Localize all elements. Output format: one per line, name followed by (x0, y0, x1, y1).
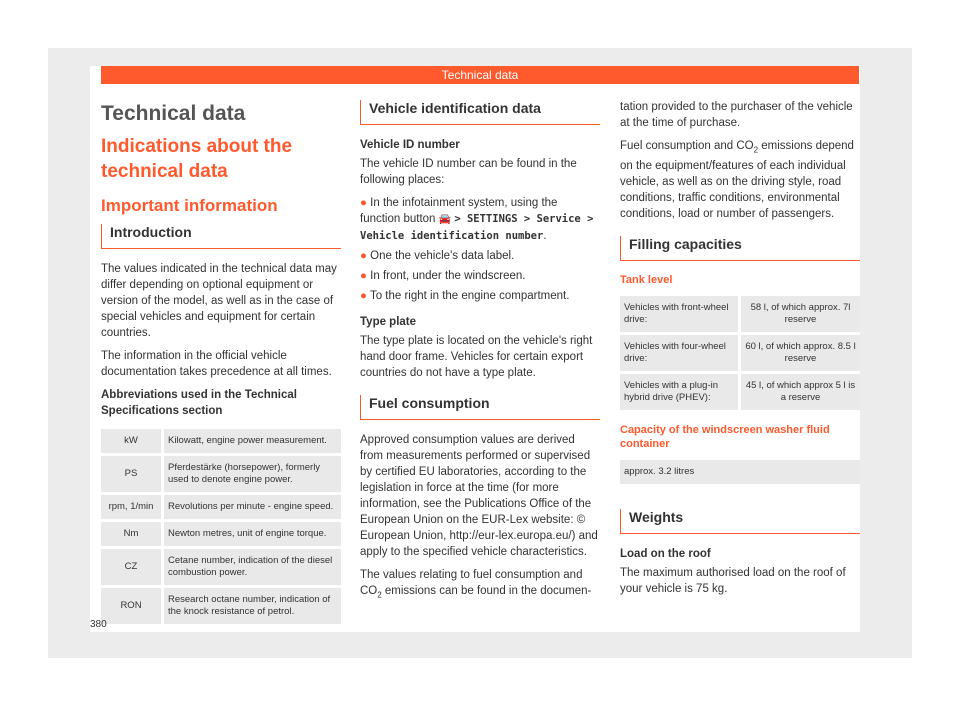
desc-cell: Cetane number, indication of the diesel combustion power. (164, 549, 341, 585)
tank-value: 45 l, of which approx 5 l is a reserve (741, 374, 860, 410)
abbreviations-table (101, 426, 341, 627)
type-plate-heading: Type plate (360, 316, 417, 328)
desc-cell: Revolutions per minute - engine speed. (164, 495, 341, 519)
abbr-cell: PS (101, 456, 164, 492)
continued-paragraph: tation provided to the purchaser of the vehicle at the time of purchase. (620, 101, 853, 129)
fuel-values-paragraph (360, 567, 600, 603)
list-item (360, 268, 600, 284)
subtitle-important-information: Important information (101, 196, 278, 215)
section-vehicle-identification: Vehicle identification data (360, 100, 600, 125)
table-row (620, 374, 860, 410)
desc-cell: Pferdestärke (horsepower), formerly used to denote engine power. (164, 456, 341, 492)
tank-value: 60 l, of which approx. 8.5 l reserve (741, 335, 860, 371)
menu-path: > SETTINGS > Service > Vehicle identification number (360, 213, 594, 242)
type-plate-text: The type plate is located on the vehicle's right hand door frame. Vehicles for certain export countries do not have a type plate. (360, 335, 593, 379)
abbr-cell: Nm (101, 522, 164, 546)
co2-paragraph (620, 138, 860, 222)
abbr-cell: kW (101, 429, 164, 453)
bullet-icon: ● (360, 270, 367, 282)
bullet-text: In front, under the windscreen. (370, 270, 526, 282)
tank-table (620, 293, 860, 413)
section-introduction: Introduction (101, 224, 341, 249)
washer-value: approx. 3.2 litres (620, 460, 860, 484)
abbr-cell: CZ (101, 549, 164, 585)
car-icon: 🚘 (438, 214, 452, 225)
abbr-cell: rpm, 1/min (101, 495, 164, 519)
table-row (620, 460, 860, 484)
table-row (101, 456, 341, 492)
bullet-text: To the right in the engine compartment. (369, 290, 570, 302)
fuel-text-b: emissions can be found in the documen- (381, 585, 592, 597)
page-number: 380 (90, 619, 107, 630)
fuel-paragraph: Approved consumption values are derived from measurements performed or supervised by certified EU laboratories, according to the legislation in force at the time (for more information, see the Publications Office of the European Union on the EUR-Lex website: © European Union, http://eur-lex.europa.eu/) and apply to the specified vehicle characteristics. (360, 434, 598, 558)
washer-heading: Capacity of the windscreen washer fluid container (620, 424, 830, 451)
abbr-cell: RON (101, 588, 164, 624)
list-item (360, 248, 600, 264)
co2-subscript: 2 (377, 590, 382, 600)
table-row (101, 429, 341, 453)
bullet-icon: ● (360, 250, 367, 262)
bullet-text: One the vehicle's data label. (370, 250, 515, 262)
table-row (101, 522, 341, 546)
table-row (620, 335, 860, 371)
tank-value: 58 l, of which approx. 7l reserve (741, 296, 860, 332)
desc-cell: Kilowatt, engine power measurement. (164, 429, 341, 453)
table-row (101, 495, 341, 519)
intro-paragraph: The values indicated in the technical data may differ depending on optional equipment or version of the model, as well as in the case of special vehicles and equipment for certain countries. (101, 263, 337, 339)
section-weights: Weights (620, 509, 860, 534)
desc-cell: Newton metres, unit of engine torque. (164, 522, 341, 546)
section-fuel-consumption: Fuel consumption (360, 395, 600, 420)
bullet-text: In the infotainment system, using the function button (360, 197, 558, 225)
column-1 (101, 96, 341, 627)
table-row (620, 296, 860, 332)
bullet-end: . (543, 230, 547, 242)
list-item (360, 195, 600, 244)
co2-text-a: Fuel consumption and CO (620, 140, 754, 152)
desc-cell: Research octane number, indication of the knock resistance of petrol. (164, 588, 341, 624)
washer-table (620, 457, 860, 487)
tank-label: Vehicles with four-wheel drive: (620, 335, 741, 371)
vin-heading: Vehicle ID number (360, 139, 460, 151)
roof-load-text: The maximum authorised load on the roof of your vehicle is 75 kg. (620, 567, 846, 596)
section-filling-capacities: Filling capacities (620, 236, 860, 261)
co2-text-b: emissions depend on the equipment/features of each individual vehicle, as well as on the driving style, road conditions, traffic conditions, environmental conditions, load or number of passengers. (620, 140, 854, 221)
list-item (360, 288, 600, 304)
fuel-text-a: The values relating to fuel consumption and CO (360, 569, 583, 597)
page-title: Technical data (101, 102, 246, 125)
co2-subscript: 2 (753, 145, 759, 155)
table-row (101, 588, 341, 624)
column-2 (360, 96, 600, 610)
bullet-icon: ● (360, 290, 367, 302)
tank-label: Vehicles with front-wheel drive: (620, 296, 741, 332)
page-header: Technical data (101, 66, 859, 84)
tank-label: Vehicles with a plug-in hybrid drive (PHEV): (620, 374, 741, 410)
abbreviations-heading: Abbreviations used in the Technical Specifications section (101, 389, 297, 417)
roof-load-heading: Load on the roof (620, 548, 711, 561)
subtitle-technical-data: Indications about the technical data (101, 136, 293, 182)
column-3 (620, 99, 860, 604)
documentation-paragraph: The information in the official vehicle documentation takes precedence at all times. (101, 350, 332, 378)
table-row (101, 549, 341, 585)
bullet-icon: ● (360, 197, 367, 209)
vin-intro: The vehicle ID number can be found in the following places: (360, 158, 577, 186)
tank-level-heading: Tank level (620, 274, 673, 287)
